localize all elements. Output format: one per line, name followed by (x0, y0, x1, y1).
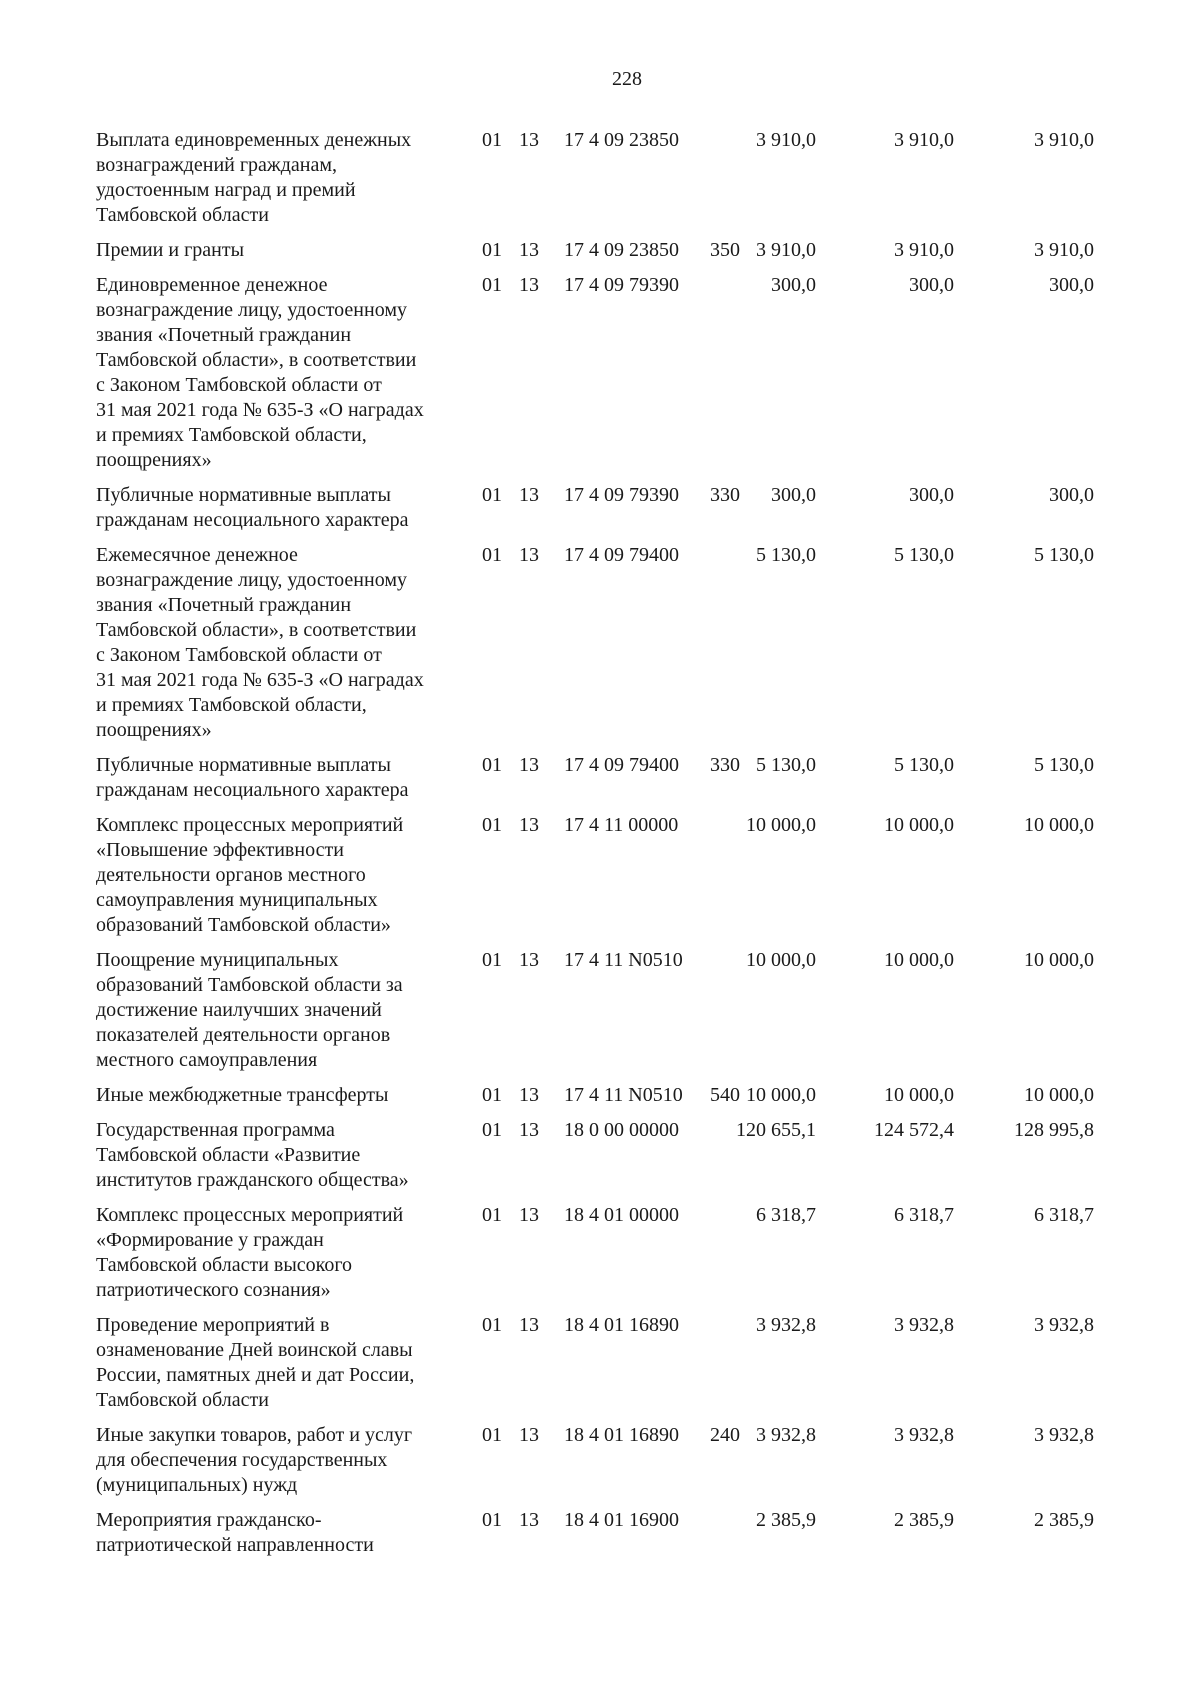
page-number: 228 (612, 68, 642, 90)
target-article-code: 17 4 11 N0510 (564, 949, 683, 971)
amount-year-3: 2 385,9 (1034, 1509, 1094, 1531)
row-name: Комплекс процессных мероприятий «Формирование у граждан Тамбовской области высокого патриотического сознания» (96, 1204, 404, 1301)
subsection-code: 13 (519, 1314, 539, 1336)
row-name: Единовременное денежное вознаграждение лицу, удостоенному звания «Почетный гражданин Тамбовской области», в соответствии с Законом Тамбовской области от 31 мая 2021 года № 635-З «О наградах и премиях Тамбовской области, поощрениях» (96, 274, 424, 471)
amount-year-3: 5 130,0 (1034, 544, 1094, 566)
amount-year-1: 2 385,9 (756, 1509, 816, 1531)
section-code: 01 (482, 544, 502, 566)
amount-year-2: 3 910,0 (894, 129, 954, 151)
subsection-code: 13 (519, 1204, 539, 1226)
expense-type-code: 240 (710, 1424, 740, 1446)
target-article-code: 17 4 09 79390 (564, 274, 679, 296)
subsection-code: 13 (519, 484, 539, 506)
table-row (96, 238, 1176, 273)
amount-year-1: 300,0 (771, 274, 816, 296)
section-code: 01 (482, 754, 502, 776)
row-name: Ежемесячное денежное вознаграждение лицу, удостоенному звания «Почетный гражданин Тамбовской области», в соответствии с Законом Тамбовской области от 31 мая 2021 года № 635-З «О наградах и премиях Тамбовской области, поощрениях» (96, 544, 424, 741)
row-name: Государственная программа Тамбовской области «Развитие институтов гражданского общества» (96, 1119, 409, 1191)
target-article-code: 18 4 01 16900 (564, 1509, 679, 1531)
amount-year-2: 3 910,0 (894, 239, 954, 261)
amount-year-2: 3 932,8 (894, 1314, 954, 1336)
amount-year-1: 3 932,8 (756, 1424, 816, 1446)
target-article-code: 17 4 11 N0510 (564, 1084, 683, 1106)
amount-year-1: 10 000,0 (746, 1084, 816, 1106)
expense-type-code: 330 (710, 754, 740, 776)
expense-type-code: 350 (710, 239, 740, 261)
row-name: Поощрение муниципальных образований Тамбовской области за достижение наилучших значений показателей деятельности органов местного самоуправления (96, 949, 403, 1071)
amount-year-1: 3 910,0 (756, 129, 816, 151)
amount-year-2: 5 130,0 (894, 544, 954, 566)
amount-year-3: 5 130,0 (1034, 754, 1094, 776)
table-row (96, 543, 1176, 753)
amount-year-3: 3 910,0 (1034, 129, 1094, 151)
amount-year-2: 300,0 (909, 274, 954, 296)
table-row (96, 1083, 1176, 1118)
table-row (96, 813, 1176, 948)
amount-year-3: 3 932,8 (1034, 1424, 1094, 1446)
row-name: Публичные нормативные выплаты гражданам несоциального характера (96, 754, 409, 801)
row-name: Проведение мероприятий в ознаменование Дней воинской славы России, памятных дней и дат России, Тамбовской области (96, 1314, 415, 1411)
amount-year-3: 10 000,0 (1024, 1084, 1094, 1106)
amount-year-3: 10 000,0 (1024, 814, 1094, 836)
section-code: 01 (482, 1084, 502, 1106)
expense-type-code: 330 (710, 484, 740, 506)
budget-table (96, 128, 1176, 1568)
target-article-code: 17 4 11 00000 (564, 814, 679, 836)
row-name: Мероприятия гражданско- патриотической направленности (96, 1509, 374, 1556)
row-name: Иные межбюджетные трансферты (96, 1084, 389, 1106)
section-code: 01 (482, 129, 502, 151)
section-code: 01 (482, 1424, 502, 1446)
amount-year-2: 10 000,0 (884, 814, 954, 836)
row-name: Выплата единовременных денежных вознаграждений гражданам, удостоенным наград и премий Тамбовской области (96, 129, 412, 226)
subsection-code: 13 (519, 1084, 539, 1106)
subsection-code: 13 (519, 754, 539, 776)
table-row (96, 1508, 1176, 1568)
section-code: 01 (482, 949, 502, 971)
table-row (96, 948, 1176, 1083)
subsection-code: 13 (519, 949, 539, 971)
amount-year-3: 3 932,8 (1034, 1314, 1094, 1336)
amount-year-1: 3 910,0 (756, 239, 816, 261)
section-code: 01 (482, 814, 502, 836)
amount-year-1: 5 130,0 (756, 544, 816, 566)
amount-year-3: 3 910,0 (1034, 239, 1094, 261)
subsection-code: 13 (519, 1424, 539, 1446)
amount-year-3: 300,0 (1049, 484, 1094, 506)
amount-year-1: 10 000,0 (746, 949, 816, 971)
subsection-code: 13 (519, 814, 539, 836)
amount-year-2: 124 572,4 (874, 1119, 954, 1141)
table-row (96, 128, 1176, 238)
table-row (96, 1118, 1176, 1203)
table-row (96, 1423, 1176, 1508)
expense-type-code: 540 (710, 1084, 740, 1106)
table-row (96, 273, 1176, 483)
target-article-code: 17 4 09 79400 (564, 754, 679, 776)
subsection-code: 13 (519, 274, 539, 296)
section-code: 01 (482, 484, 502, 506)
target-article-code: 18 4 01 16890 (564, 1424, 679, 1446)
amount-year-2: 10 000,0 (884, 1084, 954, 1106)
target-article-code: 18 0 00 00000 (564, 1119, 679, 1141)
target-article-code: 17 4 09 23850 (564, 129, 679, 151)
amount-year-2: 3 932,8 (894, 1424, 954, 1446)
amount-year-2: 5 130,0 (894, 754, 954, 776)
amount-year-1: 300,0 (771, 484, 816, 506)
target-article-code: 18 4 01 00000 (564, 1204, 679, 1226)
row-name: Премии и гранты (96, 239, 245, 261)
subsection-code: 13 (519, 1119, 539, 1141)
subsection-code: 13 (519, 1509, 539, 1531)
section-code: 01 (482, 274, 502, 296)
amount-year-1: 5 130,0 (756, 754, 816, 776)
table-row (96, 1203, 1176, 1313)
target-article-code: 18 4 01 16890 (564, 1314, 679, 1336)
subsection-code: 13 (519, 129, 539, 151)
row-name: Публичные нормативные выплаты гражданам несоциального характера (96, 484, 409, 531)
amount-year-1: 3 932,8 (756, 1314, 816, 1336)
amount-year-3: 300,0 (1049, 274, 1094, 296)
row-name: Комплекс процессных мероприятий «Повышение эффективности деятельности органов местного самоуправления муниципальных образований Тамбовской области» (96, 814, 404, 936)
subsection-code: 13 (519, 544, 539, 566)
amount-year-3: 10 000,0 (1024, 949, 1094, 971)
amount-year-2: 2 385,9 (894, 1509, 954, 1531)
section-code: 01 (482, 1314, 502, 1336)
amount-year-1: 6 318,7 (756, 1204, 816, 1226)
amount-year-2: 300,0 (909, 484, 954, 506)
target-article-code: 17 4 09 79400 (564, 544, 679, 566)
amount-year-2: 6 318,7 (894, 1204, 954, 1226)
table-row (96, 1313, 1176, 1423)
section-code: 01 (482, 239, 502, 261)
row-name: Иные закупки товаров, работ и услуг для обеспечения государственных (муниципальных) нужд (96, 1424, 413, 1496)
subsection-code: 13 (519, 239, 539, 261)
amount-year-1: 10 000,0 (746, 814, 816, 836)
target-article-code: 17 4 09 79390 (564, 484, 679, 506)
table-row (96, 483, 1176, 543)
amount-year-3: 6 318,7 (1034, 1204, 1094, 1226)
amount-year-1: 120 655,1 (736, 1119, 816, 1141)
amount-year-2: 10 000,0 (884, 949, 954, 971)
section-code: 01 (482, 1509, 502, 1531)
table-row (96, 753, 1176, 813)
section-code: 01 (482, 1119, 502, 1141)
section-code: 01 (482, 1204, 502, 1226)
target-article-code: 17 4 09 23850 (564, 239, 679, 261)
amount-year-3: 128 995,8 (1014, 1119, 1094, 1141)
